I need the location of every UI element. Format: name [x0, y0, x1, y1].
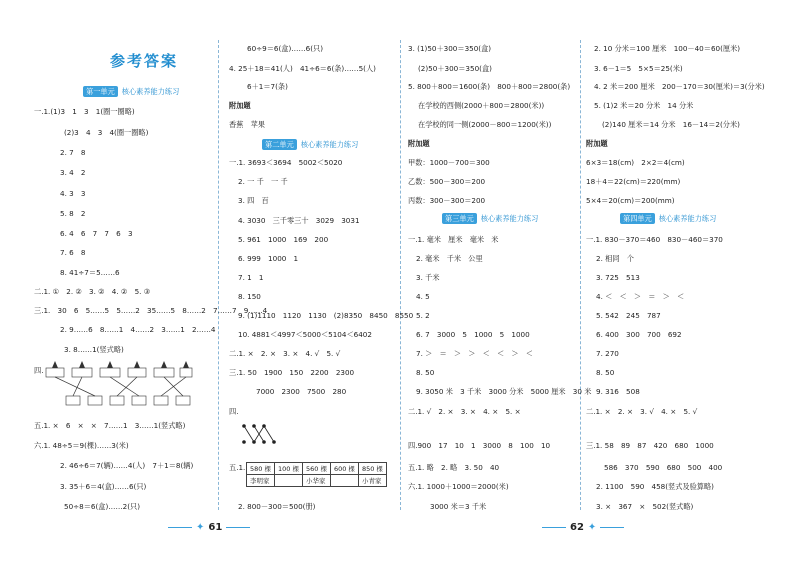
answer-line: 一.1. 毫米 厘米 毫米 米: [408, 235, 499, 244]
table-cell: 100 棵: [274, 463, 302, 475]
answer-line: 586 370 590 680 500 400: [604, 463, 723, 472]
table-cell: 600 棵: [330, 463, 358, 475]
answer-line: 在学校的同一侧(2000－800＝1200(米)): [418, 120, 552, 129]
column-divider: [400, 40, 401, 510]
answer-line: 60÷9＝6(盒)……6(只): [247, 44, 324, 53]
table-cell: [330, 475, 358, 487]
answer-line: (2)140 厘米＝14 分米 16－14＝2(分米): [602, 120, 740, 129]
answer-line: 5. 2: [416, 311, 430, 320]
page-number-rule: [600, 527, 624, 528]
answer-line: 3. 四 百: [238, 196, 269, 205]
answer-line: 香蕉 苹果: [229, 120, 265, 129]
answer-line: 一.1. 830－370＝460 830－460＝370: [586, 235, 723, 244]
answer-line: 2. 46÷6＝7(辆)……4(人) 7＋1＝8(辆): [60, 461, 194, 470]
answer-line: 在学校的西侧(2000＋800＝2800(米)): [418, 101, 545, 110]
answer-line: 乙数：500－300＝200: [408, 177, 486, 186]
answer-line: 3. × 367 × 502(竖式略): [596, 502, 694, 511]
answer-line: 三.1. 30 6 5……5 5……2 35……5 8……2 7……7 9……4: [34, 306, 268, 315]
answer-line: 5×4＝20(cm)＝200(mm): [586, 196, 675, 205]
answer-line: 8. 41÷7＝5……6: [60, 268, 120, 277]
answer-line: 18＋4＝22(cm)＝220(mm): [586, 177, 681, 186]
answer-line: 四.: [34, 366, 44, 375]
answer-line: 2. 1100 590 458(竖式及验算略): [596, 482, 714, 491]
answer-line: 5. 800＋800＝1600(条) 800＋800＝2800(条): [408, 82, 571, 91]
answer-line: 8. 50: [416, 368, 435, 377]
table-cell: 李明家: [247, 475, 275, 487]
answer-line: 3. 千米: [416, 273, 440, 282]
page-number-text: 61: [208, 522, 223, 533]
extra-question-heading: 附加题: [408, 139, 430, 148]
star-icon: ✦: [587, 522, 597, 533]
answer-line: 丙数：300－300＝200: [408, 196, 486, 205]
answer-line: 10. 4881＜4997＜5000＜5104＜6402: [238, 330, 372, 339]
dot-diagram: [240, 422, 280, 446]
table-cell: 小青家: [358, 475, 386, 487]
page-number-rule: [168, 527, 192, 528]
answer-line: 二.1. √ 2. × 3. × 4. × 5. ×: [408, 407, 521, 416]
answer-line: 50÷8＝6(盒)……2(只): [64, 502, 141, 511]
answer-line: 一.1. 3693＜3694 5002＜5020: [229, 158, 343, 167]
answer-line: 2. 相同 个: [596, 254, 634, 263]
page-number-right: [542, 522, 624, 533]
answer-line: 4. 3 3: [60, 189, 86, 198]
answer-line: 7. ＞ ＝ ＞ ＞ ＜ ＜ ＞ ＜: [416, 349, 533, 358]
answer-line: 4. 2 米＝200 厘米 200－170＝30(厘米)＝3(分米): [594, 82, 765, 91]
answer-line: 二.1. × 2. × 3. × 4. √ 5. √: [229, 349, 341, 358]
table-cell: 560 棵: [302, 463, 330, 475]
table-cell: 850 棵: [358, 463, 386, 475]
answer-line: 5. 8 2: [60, 209, 86, 218]
unit-tag: 第四单元: [620, 213, 655, 224]
answer-line: 2. 7 8: [60, 148, 86, 157]
answer-line: 5. 961 1000 169 200: [238, 235, 329, 244]
unit-header-2: [262, 139, 358, 150]
table-cell: 580 棵: [247, 463, 275, 475]
answer-line: (2)3 4 3 4(圈一圈略): [64, 128, 149, 137]
answer-line: 8. 150: [238, 292, 261, 301]
answer-line: 6. 7 3000 5 1000 5 1000: [416, 330, 530, 339]
answer-line: 三.1. 50 1900 150 2200 2300: [229, 368, 355, 377]
answer-line: 6. 999 1000 1: [238, 254, 299, 263]
answer-line: 7. 1 1: [238, 273, 264, 282]
answer-line: 9. (1)1110 1120 1130 (2)8350 8450 8550: [238, 311, 414, 320]
answer-line: 9. 3050 米 3 千米 3000 分米 5000 厘米 30 米: [416, 387, 592, 396]
unit-header-3: [442, 213, 538, 224]
unit-header-1: [83, 86, 179, 97]
unit-tag: 第三单元: [442, 213, 477, 224]
column-divider: [580, 40, 581, 510]
table-cell: 小华家: [302, 475, 330, 487]
unit-tag: 第一单元: [83, 86, 118, 97]
answer-line: 6. 4 6 7 7 6 3: [60, 229, 133, 238]
unit-label: 核心素养能力练习: [480, 213, 539, 223]
answer-line: 五.1. 略 2. 略 3. 50 40: [408, 463, 500, 472]
answer-line: 5. (1)2 米＝20 分米 14 分米: [594, 101, 694, 110]
answer-line: 8. 50: [596, 368, 615, 377]
answer-line: 二.1. ① 2. ② 3. ② 4. ② 5. ③: [34, 287, 151, 296]
star-icon: ✦: [196, 522, 205, 533]
answer-line: 4. 25＋18＝41(人) 41÷6＝6(条)……5(人): [229, 64, 376, 73]
column-divider: [218, 40, 219, 510]
page-number-text: 62: [570, 522, 584, 533]
matching-diagram: [44, 360, 194, 412]
answer-line: 4. ＜ ＜ ＞ ＝ ＞ ＜: [596, 292, 685, 301]
page-title: 参考答案: [110, 52, 179, 70]
answer-line: 五.1. × 6 × × 7……1 3……1(竖式略): [34, 421, 186, 430]
answer-line: 7000 2300 7500 280: [256, 387, 347, 396]
answer-line: 7. 6 8: [60, 248, 86, 257]
answer-line: 3. (1)50＋300＝350(盒): [408, 44, 492, 53]
page-number-rule: [226, 527, 250, 528]
answer-line: 四.: [229, 407, 239, 416]
answer-line: 三.1. 58 89 87 420 680 1000: [586, 441, 714, 450]
answer-line: 3. 4 2: [60, 168, 86, 177]
answer-line: 3. 35＋6＝4(盒)……6(只): [60, 482, 147, 491]
answer-line: 7. 270: [596, 349, 619, 358]
answer-line: 3. 725 513: [596, 273, 640, 282]
unit-label: 核心素养能力练习: [300, 139, 359, 149]
answer-line: 6. 400 300 700 692: [596, 330, 682, 339]
answer-line: 2. 10 分米＝100 厘米 100－40＝60(厘米): [594, 44, 741, 53]
answer-line: 四.900 17 10 1 3000 8 100 10: [408, 441, 551, 450]
answer-line: 2. 9……6 8……1 4……2 3……1 2……4: [60, 325, 216, 334]
answer-line: 3. 8……1(竖式略): [64, 345, 124, 354]
answer-line: 五.1.: [229, 463, 246, 472]
unit-tag: 第二单元: [262, 139, 297, 150]
answer-line: 4. 5: [416, 292, 430, 301]
tree-table: [246, 462, 387, 487]
answer-line: 4. 3030 三千零三十 3029 3031: [238, 216, 360, 225]
answer-line: 六.1. 1000＋1000＝2000(米): [408, 482, 509, 491]
answer-line: 3000 米＝3 千米: [430, 502, 487, 511]
answer-line: 2. 800－300＝500(册): [238, 502, 316, 511]
answer-line: 3. 6－1＝5 5×5＝25(米): [594, 64, 683, 73]
answer-line: 2. 毫米 千米 公里: [416, 254, 483, 263]
unit-label: 核心素养能力练习: [121, 86, 180, 96]
answer-line: 甲数：1000－700＝300: [408, 158, 490, 167]
answer-line: 二.1. × 2. × 3. √ 4. × 5. √: [586, 407, 698, 416]
answer-line: 6×3＝18(cm) 2×2＝4(cm): [586, 158, 685, 167]
extra-question-heading: 附加题: [229, 101, 251, 110]
answer-line: 2. 一 千 一 千: [238, 177, 288, 186]
answer-line: 5. 542 245 787: [596, 311, 661, 320]
table-cell: [274, 475, 302, 487]
unit-label: 核心素养能力练习: [658, 213, 717, 223]
answer-line: (2)50＋300＝350(盒): [418, 64, 492, 73]
extra-question-heading: 附加题: [586, 139, 608, 148]
page-number-left: [168, 522, 250, 533]
answer-line: 9. 316 508: [596, 387, 640, 396]
unit-header-4: [620, 213, 716, 224]
answer-line: 六.1. 48÷5＝9(棵)……3(米): [34, 441, 129, 450]
answer-line: 6＋1＝7(条): [247, 82, 288, 91]
answer-line: 一.1.(1)3 1 3 1(圈一圈略): [34, 107, 135, 116]
page-number-rule: [542, 527, 566, 528]
